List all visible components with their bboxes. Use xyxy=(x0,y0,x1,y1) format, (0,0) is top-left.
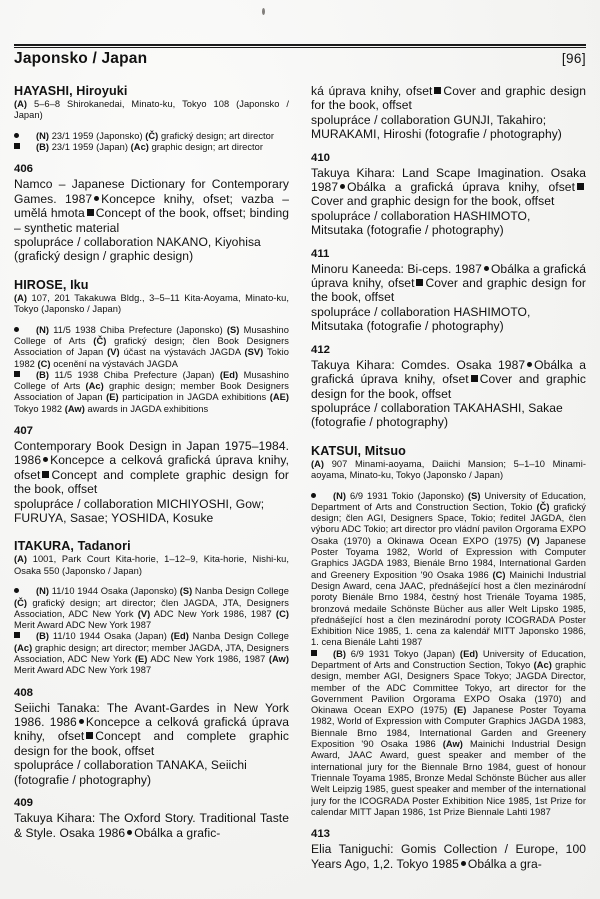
work-entry xyxy=(14,687,289,787)
work-collaboration: spolupráce / collaboration GUNJI, Takahiro; MURAKAMI, Hiroshi (fotografie / photography) xyxy=(311,112,562,142)
czech-bullet-icon xyxy=(14,131,36,142)
person-bio-english: (B) 23/1 1959 (Japan) (Ac) graphic design; art director xyxy=(14,142,289,153)
work-collaboration: spolupráce / collaboration HASHIMOTO, Mitsutaka (fotografie / photography) xyxy=(311,304,531,334)
work-number: 408 xyxy=(14,686,34,699)
person-bio-group xyxy=(14,586,289,676)
person-entry-hayashi xyxy=(14,84,289,153)
work-entry xyxy=(14,163,289,263)
page-folio: [96] xyxy=(561,51,586,66)
person-bio-group xyxy=(311,491,586,819)
work-number: 411 xyxy=(311,247,330,260)
work-entry xyxy=(14,797,289,840)
czech-bullet-icon xyxy=(525,358,534,372)
person-bio-english: (B) 6/9 1931 Tokyo (Japan) (Ed) University of Education, Department of Arts and Construction Section, Tokyo (Ac) graphic design, member AGI, Designers Space Tokyo; JAGDA Director, member of the ADC Committee Tokyo, art director for the Government Pavilion Orgorama EXPO Osaka (1970) and Okinawa Ocean EXPO (1975) (E) Japanese Poster Toyama 1982, World of Expression with Computer Graphics JAGDA 1983, Biennale Brno 1984, International Garden and Greenery Exposition '90 Osaka 1986 (Aw) Mainichi Industrial Design Award, JAAC Award, guest speaker and member of the international jury for the Biennale Brno 1984, guest of honour Triennale Toyama 1985, Bronze Medal Schönste Bücher aus aller Welt Leipzig 1985, guest speaker and member of the international jury for the ICOGRADA Poster Exhibition Nice 1985, 1st Prize for calendar MITT Japan 1986, 1st Prize Biennale Lahti 1987 xyxy=(311,648,586,817)
person-bio-english: (B) 11/5 1938 Chiba Prefecture (Japan) (Ed) Musashino College of Arts (Ac) graphic design; member Book Designers Association of Japan (E) participation in JAGDA exhibitions (AE) Tokyo 1982 (Aw) awards in JAGDA exhibitions xyxy=(14,369,289,414)
running-head xyxy=(14,50,586,68)
work-collaboration: spolupráce / collaboration MICHIYOSHI, Gow; FURUYA, Sasae; YOSHIDA, Kosuke xyxy=(14,496,265,526)
person-address: (A) 107, 201 Takakuwa Bldg., 3–5–11 Kita-Aoyama, Minato-ku, Tokyo (Japonsko / Japan) xyxy=(14,292,289,315)
scan-speck xyxy=(262,8,265,15)
english-square-icon xyxy=(40,468,51,482)
work-description: Takuya Kihara: Land Scape Imagination. Osaka 1987 Obálka a grafická úprava knihy, ofsetCover and graphic design for the book, offset xyxy=(311,165,586,209)
czech-bullet-icon xyxy=(14,586,36,597)
czech-bullet-icon xyxy=(41,453,50,467)
work-number: 409 xyxy=(14,797,34,810)
person-entry-hirose xyxy=(14,278,289,415)
person-bio-czech: (N) 23/1 1959 (Japonsko) (Č) grafický design; art director xyxy=(14,131,289,142)
work-description-continued: ká úprava knihy, ofset Cover and graphic design for the book, offset xyxy=(311,84,586,113)
work-number: 413 xyxy=(311,828,331,841)
left-column xyxy=(14,84,289,889)
person-name: HIROSE, Iku xyxy=(14,277,89,292)
right-column xyxy=(311,84,586,889)
person-address: (A) 907 Minami-aoyama, Daiichi Mansion; 5–1–10 Minami-aoyama, Minato-ku, Tokyo (Japonsko / Japan) xyxy=(311,458,586,481)
work-description: Contemporary Book Design in Japan 1975–1984. 1986 Koncepce a celková grafická úprava knihy, ofset Concept and complete graphic design for the book, offset xyxy=(14,439,289,497)
person-bio-czech: (N) 6/9 1931 Tokio (Japonsko) (S) University of Education, Department of Arts and Construction Section, Tokio (Č) grafický design; člen AGI, Designers Space, Tokio; ředitel JAGDA, člen výboru ADC Tokio; art director pro vládní pavilon Orgorama EXPO Osaka (1970) a Okinawa Ocean EXPO (1975) (V) Japanese Poster Toyama 1982, World of Expression with Computer Graphics JAGDA 1983, Bienále Brno 1984, International Garden and Greenery Exposition '90 Osaka 1986 (C) Mainichi Industrial Design Award, cena JAAC, přednášející host a člen mezinárodní poroty Bienále Brno 1984, čestný host Trienále Toyama 1985, bronzová medaile Schönste Bücher aus aller Welt Lipsko 1985, přednášející host a člen mezinárodní poroty ICOGRADA Poster Exhibition Nice 1985, 1. cena za kalendář MITT Japonsko 1986, 1. cena Bienále Lahti 1987 xyxy=(311,490,586,648)
work-collaboration: spolupráce / collaboration TAKAHASHI, Sakae (fotografie / photography) xyxy=(311,400,563,430)
czech-bullet-icon xyxy=(14,325,36,336)
person-address: (A) 1001, Park Court Kita-horie, 1–12–9, Kita-horie, Nishi-ku, Osaka 550 (Japonsko / Japan) xyxy=(14,554,289,576)
person-bio-group xyxy=(14,325,289,415)
person-entry-itakura xyxy=(14,539,289,676)
english-square-icon xyxy=(432,84,443,98)
person-entry-katsui xyxy=(311,444,586,818)
work-number: 407 xyxy=(14,425,34,438)
english-square-icon xyxy=(14,370,36,381)
person-address: (A) 5–6–8 Shirokanedai, Minato-ku, Tokyo 108 (Japonsko / Japan) xyxy=(14,99,289,121)
work-description: Elia Taniguchi: Gomis Collection / Europe, 100 Years Ago, 1,2. Tokyo 1985 Obálka a gra- xyxy=(311,842,586,871)
person-name: KATSUI, Mitsuo xyxy=(311,443,406,458)
english-square-icon xyxy=(575,180,586,194)
english-square-icon xyxy=(14,631,36,642)
work-description: Takuya Kihara: The Oxford Story. Traditional Taste & Style. Osaka 1986 Obálka a grafic- xyxy=(14,811,289,840)
person-name: ITAKURA, Tadanori xyxy=(14,539,131,554)
work-description: Seiichi Tanaka: The Avant-Gardes in New York 1986. 1986 Koncepce a celková grafická úprava knihy, ofset Concept and complete graphic design for the book, offset xyxy=(14,700,289,758)
page-title: Japonsko / Japan xyxy=(14,50,148,67)
work-entry xyxy=(311,344,586,430)
person-bio-czech: (N) 11/10 1944 Osaka (Japonsko) (S) Nanba Design College (Č) grafický design; art director; člen JAGDA, JTA, Designers Association, ADC New York (V) ADC New York 1986, 1987 (C) Merit Award ADC New York 1987 xyxy=(14,586,289,631)
work-collaboration: spolupráce / collaboration HASHIMOTO, Mitsutaka (fotografie / photography) xyxy=(311,208,531,238)
work-description: Takuya Kihara: Comdes. Osaka 1987 Obálka a grafická úprava knihy, ofset Cover and graphic design for the book, offset xyxy=(311,357,586,401)
person-bio-english: (B) 11/10 1944 Osaka (Japan) (Ed) Nanba Design College (Ac) graphic design; art director; member JAGDA, JTA, Designers Association, ADC New York (E) ADC New York 1986, 1987 (Aw) Merit Award ADC New York 1987 xyxy=(14,631,289,676)
work-collaboration: spolupráce / collaboration TANAKA, Seiichi (fotografie / photography) xyxy=(14,758,247,787)
work-collaboration: spolupráce / collaboration NAKANO, Kiyohisa (grafický design / graphic design) xyxy=(14,235,261,264)
english-square-icon xyxy=(85,206,96,220)
work-description: Minoru Kaneeda: Bi-ceps. 1987 Obálka a grafická úprava knihy, ofset Cover and graphic design for the book, offset xyxy=(311,261,586,305)
header-rules xyxy=(14,44,586,48)
person-bio-group xyxy=(14,131,289,154)
czech-bullet-icon xyxy=(338,180,347,194)
czech-bullet-icon xyxy=(92,192,101,206)
czech-bullet-icon xyxy=(125,826,134,840)
work-number: 412 xyxy=(311,343,331,356)
czech-bullet-icon xyxy=(77,715,86,729)
person-name: HAYASHI, Hiroyuki xyxy=(14,84,128,98)
work-entry xyxy=(311,828,586,871)
english-square-icon xyxy=(311,649,333,660)
work-continuation xyxy=(311,84,586,142)
czech-bullet-icon xyxy=(311,491,333,502)
czech-bullet-icon xyxy=(459,857,468,871)
work-number: 410 xyxy=(311,151,331,164)
person-bio-czech: (N) 11/5 1938 Chiba Prefecture (Japonsko) (S) Musashino College of Arts (Č) grafický design; člen Book Designers Association of Japan (V) účast na výstavách JAGDA (SV) Tokio 1982 (C) ocenění na výstavách JAGDA xyxy=(14,324,289,369)
work-entry xyxy=(311,248,586,334)
czech-bullet-icon xyxy=(482,262,491,276)
english-square-icon xyxy=(14,142,36,153)
two-column-body xyxy=(14,84,586,889)
work-entry xyxy=(14,425,289,525)
english-square-icon xyxy=(469,372,480,386)
work-entry xyxy=(311,152,586,238)
english-square-icon xyxy=(84,729,95,743)
work-number: 406 xyxy=(14,163,34,176)
english-square-icon xyxy=(414,276,425,290)
work-description: Namco – Japanese Dictionary for Contemporary Games. 1987 Koncepce knihy, ofset; vazba – umělá hmota Concept of the book, offset; binding – synthetic material xyxy=(14,177,289,235)
